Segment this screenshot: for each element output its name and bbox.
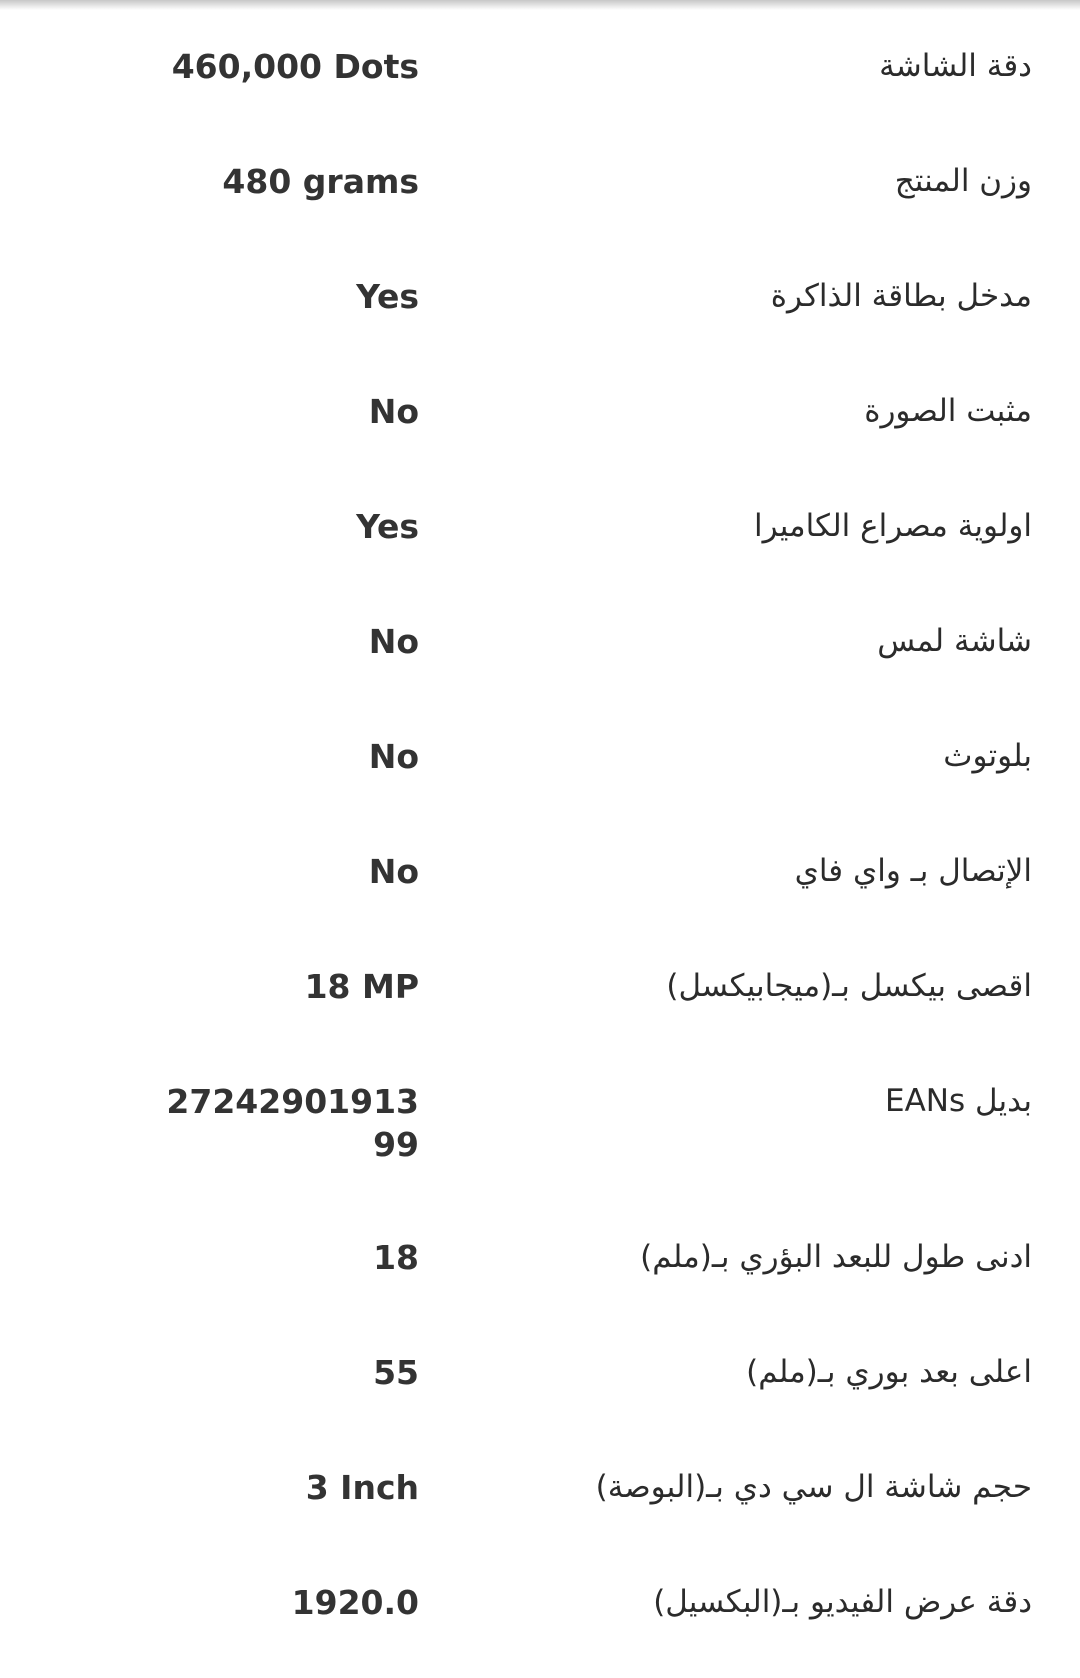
spec-value: 480 grams bbox=[222, 162, 419, 201]
spec-label: اولوية مصراع الكاميرا bbox=[753, 508, 1032, 544]
spec-label: حجم شاشة ال سي دي بـ(البوصة) bbox=[595, 1469, 1032, 1505]
spec-label: بديل EANs bbox=[885, 1083, 1032, 1119]
spec-value: 18 bbox=[373, 1238, 419, 1277]
spec-value: 55 bbox=[373, 1353, 419, 1392]
spec-label: ادنى طول للبعد البؤري بـ(ملم) bbox=[640, 1239, 1032, 1275]
spec-value: No bbox=[368, 392, 419, 431]
spec-value: Yes bbox=[356, 507, 419, 546]
spec-label: وزن المنتج bbox=[894, 163, 1032, 199]
spec-label: مثبت الصورة bbox=[864, 393, 1032, 429]
spec-label: مدخل بطاقة الذاكرة bbox=[770, 278, 1032, 314]
spec-label: شاشة لمس bbox=[877, 623, 1032, 659]
spec-value: No bbox=[368, 852, 419, 891]
spec-value: No bbox=[368, 622, 419, 661]
spec-value: 2724290191399 bbox=[166, 1082, 419, 1164]
spec-label: اقصى بيكسل بـ(ميجابيكسل) bbox=[666, 968, 1032, 1004]
spec-label: دقة عرض الفيديو بـ(البكسيل) bbox=[653, 1584, 1032, 1620]
spec-label: اعلى بعد بوري بـ(ملم) bbox=[746, 1354, 1032, 1390]
top-shadow bbox=[0, 0, 1080, 10]
spec-label: الإتصال بـ واي فاي bbox=[794, 853, 1032, 889]
spec-label: بلوتوث bbox=[943, 738, 1032, 774]
spec-value: 1920.0 bbox=[291, 1583, 419, 1622]
spec-value: 18 MP bbox=[304, 967, 419, 1006]
spec-value: 460,000 Dots bbox=[171, 47, 419, 86]
spec-label: دقة الشاشة bbox=[879, 48, 1032, 84]
spec-value: 3 Inch bbox=[305, 1468, 419, 1507]
spec-value: Yes bbox=[356, 277, 419, 316]
spec-value: No bbox=[368, 737, 419, 776]
